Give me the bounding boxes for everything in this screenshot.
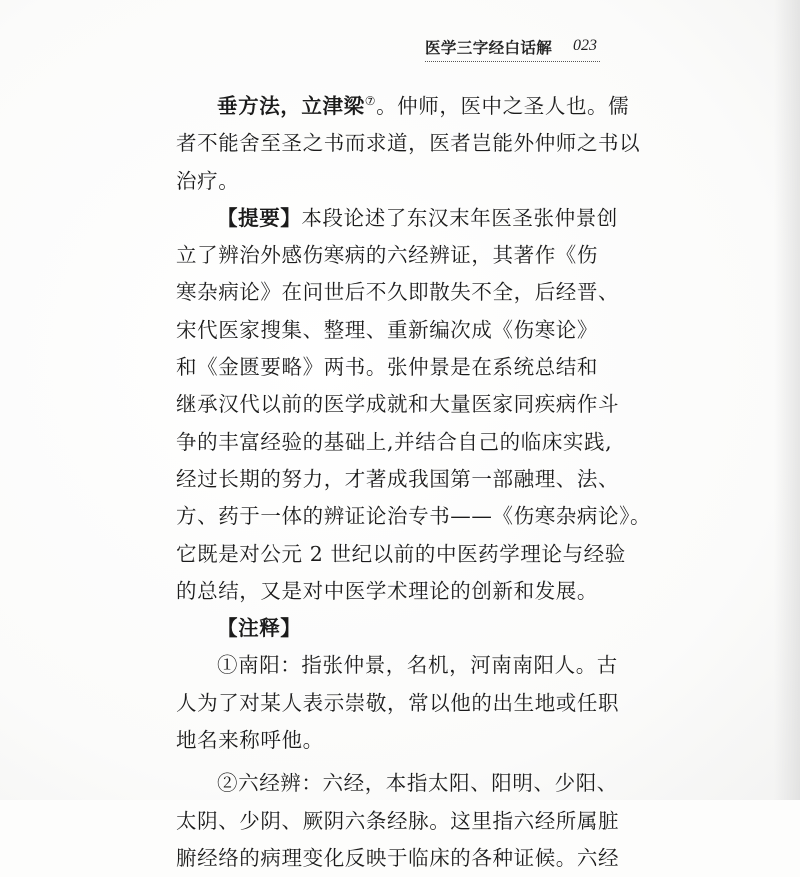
spine-shadow <box>774 0 800 800</box>
summary-heading: 【提要】 <box>217 205 302 230</box>
note1-line-2: 人为了对某人表示崇敬，常以他的出生地或任职 <box>176 690 620 715</box>
summary-line-6: 继承汉代以前的医学成就和大量医家同疾病作斗 <box>176 392 620 417</box>
summary-line-9: 方、药于一体的辨证论治专书——《伤寒杂病论》。 <box>176 504 652 529</box>
paragraph1-line-3: 治疗。 <box>176 168 240 193</box>
note2-line-2: 太阴、少阴、厥阴六条经脉。这里指六经所属脏 <box>176 808 620 833</box>
running-head <box>425 36 600 62</box>
summary-line-8: 经过长期的努力，才著成我国第一部融理、法、 <box>176 466 620 491</box>
bold-lead: 垂方法，立津梁 <box>217 94 365 118</box>
running-head-title: 医学三字经白话解 <box>425 39 553 57</box>
summary-line-5: 和《金匮要略》两书。张仲景是在系统总结和 <box>176 355 598 380</box>
note2-line-1: ②六经辨：六经，本指太阳、阳明、少阳、 <box>217 771 618 796</box>
paragraph1-line-1 <box>176 88 630 125</box>
notes-heading-line <box>176 610 608 647</box>
summary-line-1 <box>176 200 618 237</box>
note1-line-1: ①南阳：指张仲景，名机，河南南阳人。古 <box>217 653 618 678</box>
paragraph1-text: 。仲师，医中之圣人也。儒 <box>376 94 630 118</box>
summary-line-10: 它既是对公元 2 世纪以前的中医药学理论与经验 <box>176 541 626 566</box>
footnote-mark: ⑦ <box>364 94 377 109</box>
summary-line-4: 宋代医家搜集、整理、重新编次成《伤寒论》 <box>176 317 598 342</box>
page-number: 023 <box>573 37 597 54</box>
paragraph1-line-2: 者不能舍至圣之书而求道，医者岂能外仲师之书以 <box>176 131 641 156</box>
notes-heading: 【注释】 <box>217 616 302 641</box>
summary-line-2: 立了辨治外感伤寒病的六经辨证，其著作《伤 <box>176 243 598 268</box>
running-head-rule <box>425 61 600 62</box>
summary-text: 本段论述了东汉末年医圣张仲景创 <box>301 205 618 230</box>
summary-line-11: 的总结，又是对中医学术理论的创新和发展。 <box>176 578 598 603</box>
summary-line-3: 寒杂病论》在问世后不久即散失不全，后经晋、 <box>176 280 620 305</box>
body-text <box>176 88 652 877</box>
note2-line-3: 腑经络的病理变化反映于临床的各种证候。六经 <box>176 845 620 870</box>
summary-line-7: 争的丰富经验的基础上,并结合自己的临床实践, <box>176 429 613 454</box>
note1-line-3: 地名来称呼他。 <box>176 728 324 753</box>
